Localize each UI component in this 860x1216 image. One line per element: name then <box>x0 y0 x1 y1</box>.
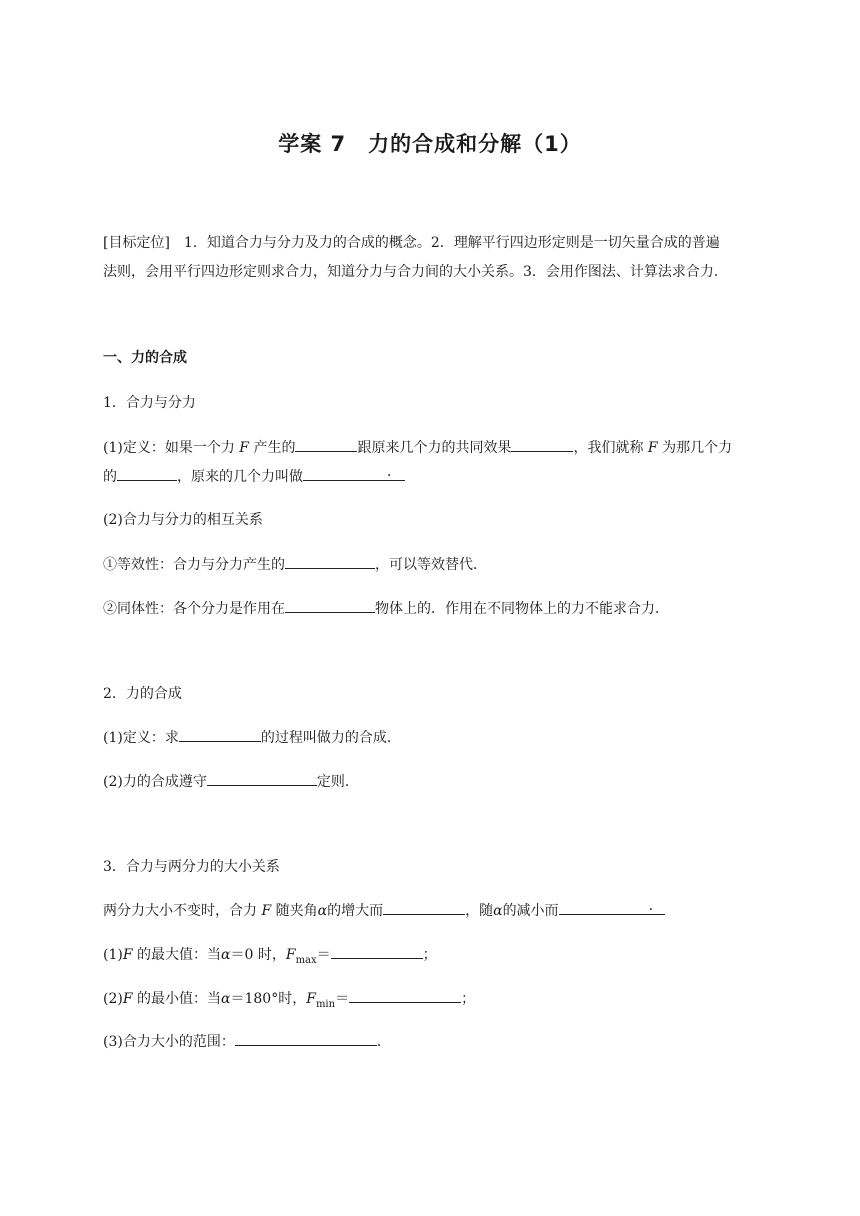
text: ①等效性：合力与分力产生的 <box>103 557 285 573</box>
subsection-title-3: 3．合力与两分力的大小关系 <box>103 859 280 875</box>
goal-line-2: 法则，会用平行四边形定则求合力，知道分力与合力间的大小关系。3．会用作图法、计算法求合力． <box>103 264 728 280</box>
text: ＝ <box>335 991 350 1007</box>
fill-blank[interactable] <box>179 726 261 742</box>
text: ，可以等效替代． <box>375 557 487 573</box>
text: 的增大而 <box>327 903 384 919</box>
fill-blank[interactable] <box>383 899 465 915</box>
fill-blank[interactable] <box>285 553 375 569</box>
text: 物体上的．作用在不同物体上的力不能求合力． <box>375 601 669 617</box>
text: 跟原来几个力的共同效果 <box>357 440 512 456</box>
text: ，我们就称 <box>573 440 648 456</box>
fill-blank[interactable] <box>559 899 665 915</box>
definition-line-2 <box>103 465 405 488</box>
fill-blank[interactable] <box>117 465 177 481</box>
fill-blank[interactable] <box>285 597 375 613</box>
text: (2) <box>103 991 123 1007</box>
fill-blank[interactable] <box>303 465 405 481</box>
symbol-F: F <box>122 991 133 1007</box>
fill-blank[interactable] <box>207 770 317 786</box>
composition-rule <box>103 770 359 793</box>
fill-blank[interactable] <box>349 987 461 1003</box>
range-line <box>103 1030 391 1053</box>
text: ，随 <box>465 903 494 919</box>
text: ． <box>648 898 663 914</box>
text: ＝ <box>316 947 331 963</box>
min-value-line <box>103 987 475 1016</box>
text: ． <box>376 1034 391 1050</box>
symbol-F: F <box>285 947 296 963</box>
text: 两分力大小不变时，合力 <box>103 903 262 919</box>
composition-definition <box>103 726 401 749</box>
symbol-alpha: α <box>221 991 231 1007</box>
text: (1)定义：求 <box>103 730 179 746</box>
text: ． <box>387 464 401 480</box>
definition-line-1 <box>103 436 732 459</box>
text: 随夹角 <box>271 903 318 919</box>
max-value-line <box>103 943 437 972</box>
relation-title: (2)合力与分力的相互关系 <box>103 512 263 528</box>
text: ，原来的几个力叫做 <box>177 469 303 485</box>
goal-line-1: [目标定位] 1．知道合力与分力及力的合成的概念。2．理解平行四边形定则是一切矢量合成的普遍 <box>103 235 720 251</box>
equivalence-line <box>103 553 487 576</box>
text: ； <box>461 991 476 1007</box>
text: 的最大值：当 <box>132 947 222 963</box>
text: 定则． <box>316 774 359 790</box>
symbol-F: F <box>122 947 133 963</box>
text: ＝180°时， <box>230 991 307 1007</box>
fill-blank[interactable] <box>511 436 573 452</box>
symbol-alpha: α <box>493 903 503 919</box>
subscript-min: min <box>315 998 336 1010</box>
text: (3)合力大小的范围： <box>103 1034 235 1050</box>
fill-blank[interactable] <box>235 1030 377 1046</box>
text: ＝0 时， <box>230 947 286 963</box>
text: (2)力的合成遵守 <box>103 774 207 790</box>
symbol-F: F <box>261 903 272 919</box>
text: 产生的 <box>249 440 296 456</box>
fill-blank[interactable] <box>295 436 357 452</box>
subsection-title-1: 1．合力与分力 <box>103 395 196 411</box>
text: ； <box>422 947 437 963</box>
text: (1) <box>103 947 123 963</box>
text: (1)定义：如果一个力 <box>103 440 240 456</box>
subscript-max: max <box>295 954 317 966</box>
subsection-title-2: 2．力的合成 <box>103 686 182 702</box>
fill-blank[interactable] <box>331 943 423 959</box>
text: ②同体性：各个分力是作用在 <box>103 601 285 617</box>
section-heading: 一、力的合成 <box>103 350 187 366</box>
symbol-F: F <box>647 440 658 456</box>
symbol-F: F <box>306 991 316 1007</box>
symbol-F: F <box>239 440 249 456</box>
text: 的 <box>103 469 117 485</box>
symbol-alpha: α <box>317 903 328 919</box>
text: 的减小而 <box>502 903 559 919</box>
same-body-line <box>103 597 669 620</box>
symbol-alpha: α <box>221 947 231 963</box>
text: 的最小值：当 <box>132 991 222 1007</box>
text: 的过程叫做力的合成． <box>260 730 401 746</box>
text: 为那几个力 <box>657 440 733 456</box>
page-title: 学案 7 力的合成和分解（1） <box>278 132 582 156</box>
size-relation-line <box>103 899 665 922</box>
